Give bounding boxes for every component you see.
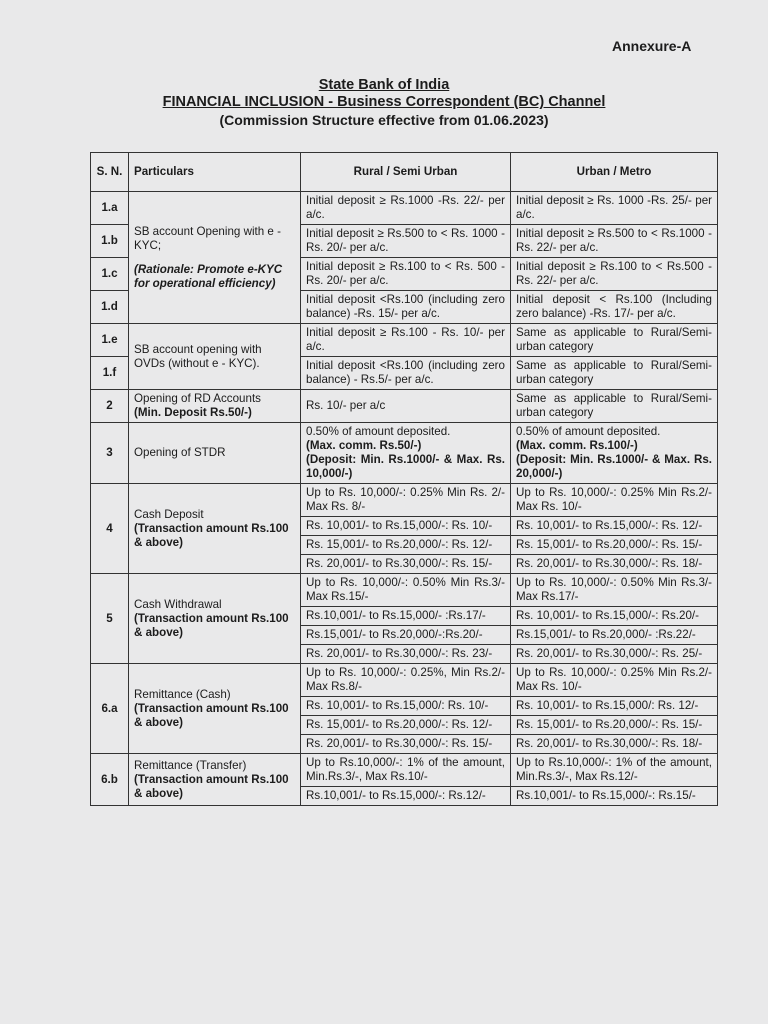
rural-rate: Rs.10,001/- to Rs.15,000/-: Rs.12/- <box>301 787 511 806</box>
row-sn: 1.a <box>91 192 129 225</box>
commission-table <box>90 152 718 806</box>
rural-rate: Rs. 20,001/- to Rs.30,000/-: Rs. 15/- <box>301 735 511 754</box>
urban-rate: Initial deposit ≥ Rs.500 to < Rs.1000 - Rs. 22/- per a/c. <box>511 225 718 258</box>
row-sn: 1.e <box>91 324 129 357</box>
urban-rate: Initial deposit ≥ Rs.100 to < Rs.500 - Rs. 22/- per a/c. <box>511 258 718 291</box>
urban-rate: Rs. 20,001/- to Rs.30,000/-: Rs. 18/- <box>511 555 718 574</box>
row-sn: 2 <box>91 390 129 423</box>
urban-rate: Rs. 20,001/- to Rs.30,000/-: Rs. 25/- <box>511 645 718 664</box>
table-row <box>91 324 718 357</box>
cash-deposit-particulars <box>129 484 301 574</box>
row-sn: 1.d <box>91 291 129 324</box>
table-row <box>91 574 718 607</box>
row-sn: 4 <box>91 484 129 574</box>
table-row <box>91 484 718 517</box>
stdr-rural-line-2: (Max. comm. Rs.50/-) <box>306 439 422 452</box>
sb-ekyc-label: SB account Opening with e - KYC; <box>134 224 281 252</box>
urban-rate <box>511 423 718 484</box>
rural-rate: Up to Rs. 10,000/-: 0.25% Min Rs. 2/- Max Rs. 8/- <box>301 484 511 517</box>
stdr-rural-line-3: (Deposit: Min. Rs.1000/- & Max. Rs. 10,000/-) <box>306 453 505 480</box>
urban-rate: Rs.10,001/- to Rs.15,000/-: Rs.15/- <box>511 787 718 806</box>
table-row <box>91 192 718 225</box>
row-sn: 6.b <box>91 754 129 806</box>
rural-rate: Rs. 20,001/- to Rs.30,000/-: Rs. 23/- <box>301 645 511 664</box>
stdr-urban-line-2: (Max. comm. Rs.100/-) <box>516 439 638 452</box>
rural-rate: Initial deposit <Rs.100 (including zero balance) -Rs. 15/- per a/c. <box>301 291 511 324</box>
urban-rate: Same as applicable to Rural/Semi-urban category <box>511 357 718 390</box>
rural-rate: Rs. 15,001/- to Rs.20,000/-: Rs. 12/- <box>301 716 511 735</box>
stdr-urban-line-1: 0.50% of amount deposited. <box>516 425 661 438</box>
rd-label-1: Opening of RD Accounts <box>134 392 261 405</box>
remittance-transfer-label-1: Remittance (Transfer) <box>134 758 247 772</box>
bank-name: State Bank of India <box>318 77 450 93</box>
rural-rate: Up to Rs. 10,000/-: 0.50% Min Rs.3/- Max Rs.15/- <box>301 574 511 607</box>
row-sn: 3 <box>91 423 129 484</box>
table-row <box>91 423 718 484</box>
header-rural: Rural / Semi Urban <box>301 153 511 192</box>
urban-rate: Initial deposit < Rs.100 (Including zero balance) -Rs. 17/- per a/c. <box>511 291 718 324</box>
sb-ekyc-rationale: (Rationale: Promote e-KYC for operational efficiency) <box>134 262 283 290</box>
row-sn: 5 <box>91 574 129 664</box>
stdr-urban-line-3: (Deposit: Min. Rs.1000/- & Max. Rs. 20,000/-) <box>516 453 712 480</box>
row-sn: 1.f <box>91 357 129 390</box>
urban-rate: Rs. 15,001/- to Rs.20,000/-: Rs. 15/- <box>511 536 718 555</box>
urban-rate: Up to Rs.10,000/-: 1% of the amount, Min.Rs.3/-, Max Rs.12/- <box>511 754 718 787</box>
row-sn: 6.a <box>91 664 129 754</box>
sb-ovd-particulars <box>129 324 301 390</box>
sb-ekyc-particulars <box>129 192 301 324</box>
rural-rate: Initial deposit ≥ Rs.500 to < Rs. 1000 - Rs. 20/- per a/c. <box>301 225 511 258</box>
urban-rate: Up to Rs. 10,000/-: 0.25% Min Rs.2/- Max Rs. 10/- <box>511 664 718 697</box>
stdr-rural-line-1: 0.50% of amount deposited. <box>306 425 451 438</box>
urban-rate: Rs. 10,001/- to Rs.15,000/-: Rs. 12/- <box>511 517 718 536</box>
rural-rate: Rs. 20,001/- to Rs.30,000/-: Rs. 15/- <box>301 555 511 574</box>
rural-rate: Initial deposit ≥ Rs.100 - Rs. 10/- per a/c. <box>301 324 511 357</box>
remittance-cash-label-2: (Transaction amount Rs.100 & above) <box>134 701 289 729</box>
remittance-transfer-particulars <box>129 754 301 806</box>
rd-label-2: (Min. Deposit Rs.50/-) <box>134 406 252 419</box>
urban-rate: Up to Rs. 10,000/-: 0.50% Min Rs.3/- Max Rs.17/- <box>511 574 718 607</box>
rural-rate: Rs. 10,001/- to Rs.15,000/-: Rs. 10/- <box>301 517 511 536</box>
header-sn: S. N. <box>91 153 129 192</box>
rural-rate <box>301 423 511 484</box>
rural-rate: Rs. 10,001/- to Rs.15,000/: Rs. 10/- <box>301 697 511 716</box>
urban-rate: Initial deposit ≥ Rs. 1000 -Rs. 25/- per a/c. <box>511 192 718 225</box>
rural-rate: Up to Rs. 10,000/-: 0.25%, Min Rs.2/- Max Rs.8/- <box>301 664 511 697</box>
rural-rate: Rs. 10/- per a/c <box>301 390 511 423</box>
urban-rate: Same as applicable to Rural/Semi-urban category <box>511 390 718 423</box>
table-row <box>91 664 718 697</box>
urban-rate: Rs. 10,001/- to Rs.15,000/-: Rs.20/- <box>511 607 718 626</box>
document-subtitle: (Commission Structure effective from 01.06.2023) <box>219 112 549 128</box>
rural-rate: Rs.10,001/- to Rs.15,000/- :Rs.17/- <box>301 607 511 626</box>
header-urban: Urban / Metro <box>511 153 718 192</box>
rural-rate: Rs. 15,001/- to Rs.20,000/-: Rs. 12/- <box>301 536 511 555</box>
sb-ovd-label-1: SB account opening with <box>134 342 262 356</box>
urban-rate: Rs. 10,001/- to Rs.15,000/: Rs. 12/- <box>511 697 718 716</box>
row-sn: 1.c <box>91 258 129 291</box>
rural-rate: Up to Rs.10,000/-: 1% of the amount, Min.Rs.3/-, Max Rs.10/- <box>301 754 511 787</box>
table-row <box>91 390 718 423</box>
sb-ovd-label-2: OVDs (without e - KYC). <box>134 356 260 370</box>
urban-rate: Rs. 20,001/- to Rs.30,000/-: Rs. 18/- <box>511 735 718 754</box>
cash-deposit-label-1: Cash Deposit <box>134 507 204 521</box>
remittance-cash-label-1: Remittance (Cash) <box>134 687 231 701</box>
annexure-label: Annexure-A <box>612 38 692 54</box>
stdr-particulars: Opening of STDR <box>129 423 301 484</box>
urban-rate: Up to Rs. 10,000/-: 0.25% Min Rs.2/- Max Rs. 10/- <box>511 484 718 517</box>
cash-deposit-label-2: (Transaction amount Rs.100 & above) <box>134 521 289 549</box>
document-heading <box>0 77 768 130</box>
document-title: FINANCIAL INCLUSION - Business Correspondent (BC) Channel <box>162 94 606 110</box>
cash-withdrawal-particulars <box>129 574 301 664</box>
cash-withdrawal-label-2: (Transaction amount Rs.100 & above) <box>134 611 289 639</box>
urban-rate: Rs. 15,001/- to Rs.20,000/-: Rs. 15/- <box>511 716 718 735</box>
remittance-transfer-label-2: (Transaction amount Rs.100 & above) <box>134 772 289 800</box>
table-row <box>91 754 718 787</box>
rural-rate: Rs.15,001/- to Rs.20,000/-:Rs.20/- <box>301 626 511 645</box>
cash-withdrawal-label-1: Cash Withdrawal <box>134 597 222 611</box>
remittance-cash-particulars <box>129 664 301 754</box>
rural-rate: Initial deposit <Rs.100 (including zero balance) - Rs.5/- per a/c. <box>301 357 511 390</box>
row-sn: 1.b <box>91 225 129 258</box>
rural-rate: Initial deposit ≥ Rs.100 to < Rs. 500 - Rs. 20/- per a/c. <box>301 258 511 291</box>
rd-particulars <box>129 390 301 423</box>
urban-rate: Same as applicable to Rural/Semi-urban category <box>511 324 718 357</box>
header-particulars: Particulars <box>129 153 301 192</box>
rural-rate: Initial deposit ≥ Rs.1000 -Rs. 22/- per a/c. <box>301 192 511 225</box>
table-header-row <box>91 153 718 192</box>
urban-rate: Rs.15,001/- to Rs.20,000/- :Rs.22/- <box>511 626 718 645</box>
